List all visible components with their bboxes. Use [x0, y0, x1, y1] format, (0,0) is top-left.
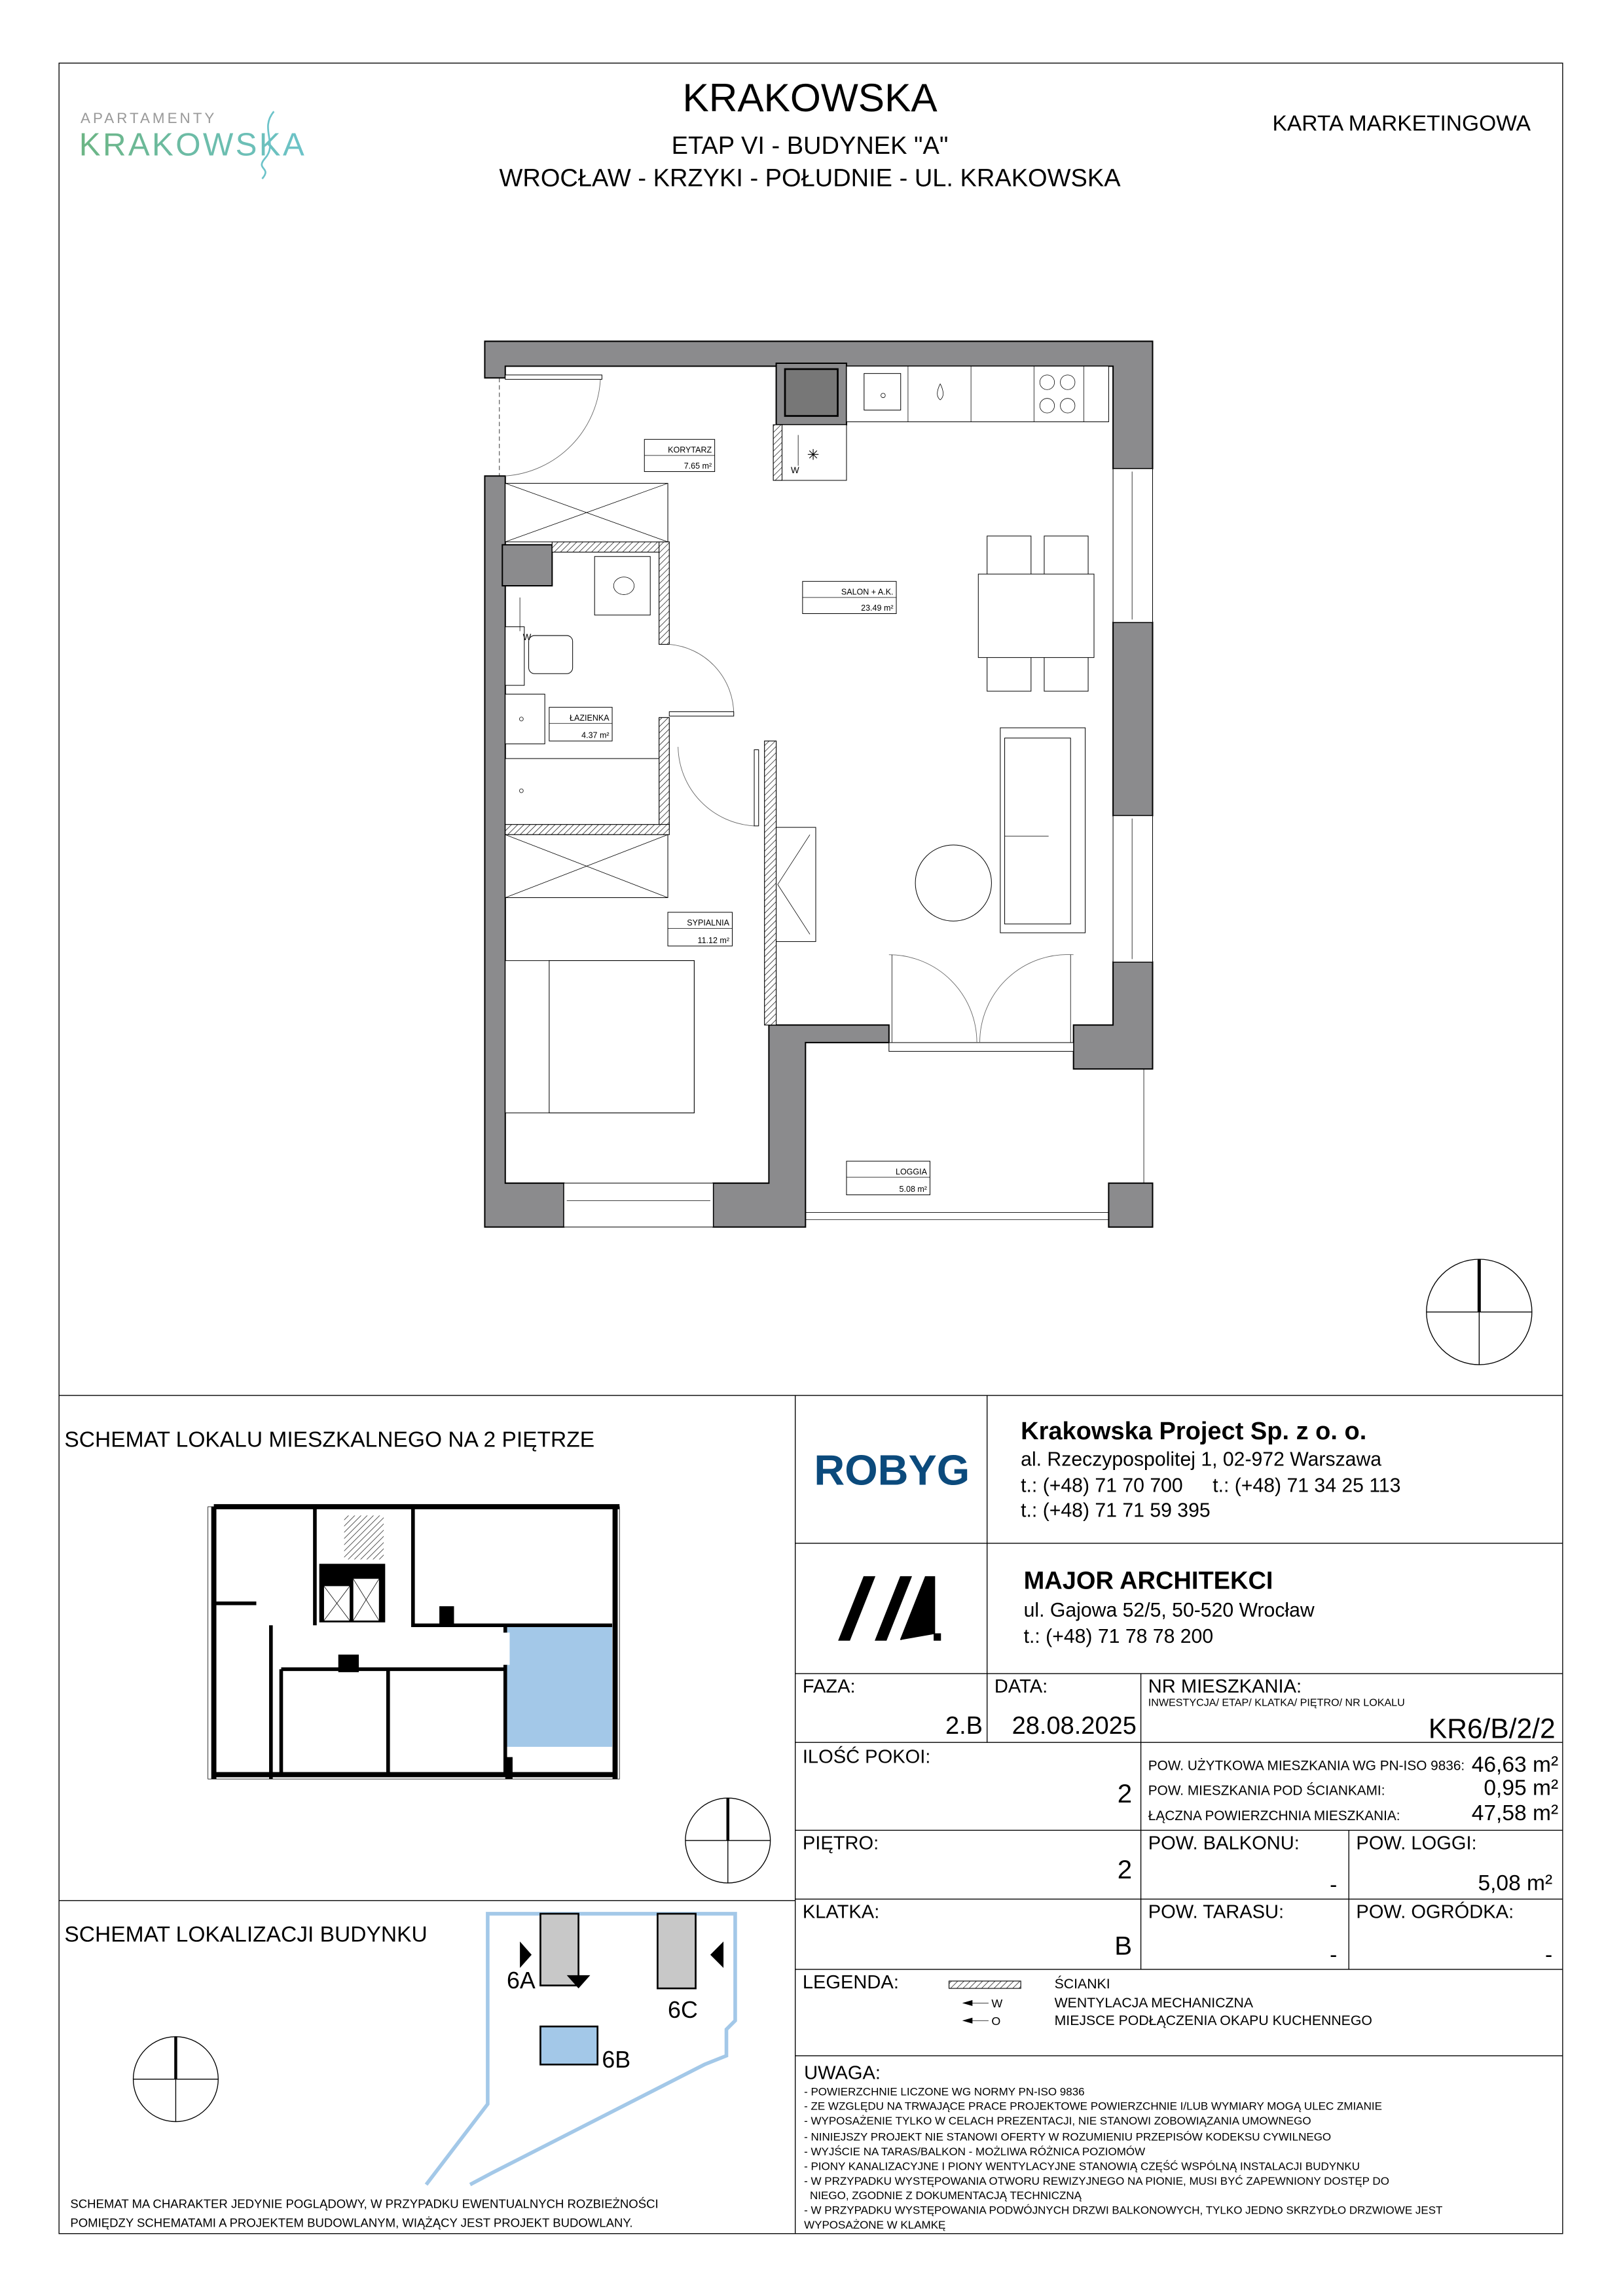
- address-line: WROCŁAW - KRZYKI - POŁUDNIE - UL. KRAKOWSKA: [499, 164, 1121, 192]
- svg-text:- PIONY KANALIZACYJNE I PIONY: - PIONY KANALIZACYJNE I PIONY WENTYLACYJNE STANOWIĄ CZĘŚĆ WSPÓLNĄ INSTALACJI BUDYNKU: [804, 2160, 1360, 2173]
- svg-text:MIEJSCE PODŁĄCZENIA OKAPU KUCH: MIEJSCE PODŁĄCZENIA OKAPU KUCHENNEGO: [1054, 2012, 1372, 2028]
- svg-text:6A: 6A: [506, 1967, 536, 1994]
- disclaimer: POMIĘDZY SCHEMATAMI A PROJEKTEM BUDOWLANYM, WIĄŻĄCY JEST PROJEKT BUDOWLANY.: [70, 2215, 633, 2230]
- developer-phone: t.: (+48) 71 34 25 113: [1213, 1475, 1401, 1497]
- architect-name: MAJOR ARCHITEKCI: [1023, 1567, 1273, 1595]
- svg-text:UWAGA:: UWAGA:: [804, 2062, 881, 2084]
- nr-label: NR MIESZKANIA:: [1148, 1676, 1302, 1698]
- room-label-sypialnia: [668, 912, 732, 946]
- developer-address: al. Rzeczypospolitej 1, 02-972 Warszawa: [1021, 1448, 1382, 1471]
- svg-text:6C: 6C: [668, 1996, 698, 2023]
- klatka-value: B: [1114, 1931, 1133, 1961]
- faza-label: FAZA:: [802, 1676, 856, 1698]
- page-title: KRAKOWSKA: [682, 75, 938, 120]
- developer-phone: t.: (+48) 71 71 59 395: [1021, 1499, 1211, 1522]
- svg-text:NIEGO, ZGODNIE Z DOKUMENTACJĄ: NIEGO, ZGODNIE Z DOKUMENTACJĄ TECHNICZNĄ: [810, 2189, 1082, 2202]
- notes: [804, 2063, 1442, 2231]
- area-usable-label: POW. UŻYTKOWA MIESZKANIA WG PN-ISO 9836:: [1148, 1758, 1465, 1774]
- svg-text:- WYJŚCIE NA TARAS/BALKON - MO: - WYJŚCIE NA TARAS/BALKON - MOŻLIWA RÓŻNICA POZIOMÓW: [804, 2145, 1146, 2159]
- svg-text:11.12 m²: 11.12 m²: [697, 935, 730, 945]
- subtitle: ETAP VI - BUDYNEK "A": [671, 132, 949, 160]
- location-scheme-title: SCHEMAT LOKALIZACJI BUDYNKU: [64, 1922, 428, 1947]
- area-walls-value: 0,95 m²: [1484, 1776, 1559, 1801]
- hood-arrow-icon: [962, 2015, 1001, 2028]
- major-architekci-logo: [839, 1577, 940, 1640]
- developer-phone: t.: (+48) 71 70 700: [1021, 1475, 1183, 1497]
- location-scheme: [426, 1914, 735, 2185]
- svg-text:KRAKOWSKA: KRAKOWSKA: [79, 126, 307, 163]
- svg-text:SALON + A.K.: SALON + A.K.: [841, 587, 894, 597]
- ogrodek-value: -: [1545, 1943, 1553, 1967]
- robyg-logo: ROBYG: [814, 1446, 970, 1494]
- architect-address: ul. Gajowa 52/5, 50-520 Wrocław: [1023, 1599, 1315, 1621]
- loggia-value: 5,08 m²: [1478, 1871, 1553, 1896]
- nr-sublabel: INWESTYCJA/ ETAP/ KLATKA/ PIĘTRO/ NR LOKALU: [1148, 1696, 1405, 1709]
- architect-phone: t.: (+48) 71 78 78 200: [1023, 1626, 1214, 1648]
- svg-text:LEGENDA:: LEGENDA:: [802, 1972, 899, 1994]
- room-label-loggia: [847, 1161, 930, 1194]
- pietro-value: 2: [1117, 1855, 1133, 1885]
- taras-label: POW. TARASU:: [1148, 1901, 1285, 1923]
- svg-text:23.49 m²: 23.49 m²: [861, 603, 894, 613]
- svg-text:KORYTARZ: KORYTARZ: [668, 445, 712, 455]
- svg-text:SYPIALNIA: SYPIALNIA: [687, 918, 730, 927]
- svg-text:APARTAMENTY: APARTAMENTY: [81, 110, 217, 127]
- area-usable-value: 46,63 m²: [1471, 1752, 1559, 1777]
- svg-text:W: W: [991, 1997, 1003, 2011]
- ogrodek-label: POW. OGRÓDKA:: [1356, 1901, 1514, 1923]
- north-arrow-icon: [685, 1798, 771, 1883]
- klatka-label: KLATKA:: [802, 1901, 880, 1923]
- svg-text:✳: ✳: [807, 446, 820, 463]
- wall-hatch-icon: [949, 1981, 1021, 1988]
- room-label-salon: [803, 581, 896, 613]
- svg-text:4.37 m²: 4.37 m²: [581, 730, 610, 740]
- balkon-label: POW. BALKONU:: [1148, 1833, 1300, 1854]
- svg-text:- POWIERZCHNIE LICZONE WG NORM: - POWIERZCHNIE LICZONE WG NORMY PN-ISO 9836: [804, 2085, 1085, 2098]
- svg-text:7.65 m²: 7.65 m²: [684, 461, 712, 471]
- svg-text:5.08 m²: 5.08 m²: [899, 1185, 927, 1194]
- floor-scheme-title: SCHEMAT LOKALU MIESZKALNEGO NA 2 PIĘTRZE: [64, 1427, 595, 1452]
- room-label-lazienka: [549, 708, 612, 741]
- area-total-label: ŁĄCZNA POWIERZCHNIA MIESZKANIA:: [1148, 1808, 1400, 1823]
- disclaimer: SCHEMAT MA CHARAKTER JEDYNIE POGLĄDOWY, W PRZYPADKU EWENTUALNYCH ROZBIEŻNOŚCI: [70, 2197, 659, 2211]
- floor-scheme: [208, 1507, 620, 1779]
- svg-text:ŁAZIENKA: ŁAZIENKA: [570, 713, 610, 723]
- svg-text:W: W: [522, 632, 532, 642]
- nr-value: KR6/B/2/2: [1428, 1713, 1556, 1745]
- svg-text:- WYPOSAŻENIE TYLKO W CELACH P: - WYPOSAŻENIE TYLKO W CELACH PREZENTACJI, NIE STANOWI ZOBOWIĄZANIA UMOWNEGO: [804, 2115, 1311, 2128]
- svg-text:LOGGIA: LOGGIA: [895, 1167, 927, 1177]
- svg-text:- NINIEJSZY PROJEKT NIE STANOW: - NINIEJSZY PROJEKT NIE STANOWI OFERTY W ROZUMIENIU PRZEPISÓW KODEKSU CYWILNEGO: [804, 2130, 1332, 2144]
- document-type: KARTA MARKETINGOWA: [1272, 111, 1531, 136]
- svg-text:O: O: [991, 2014, 1001, 2028]
- data-label: DATA:: [994, 1676, 1048, 1698]
- pietro-label: PIĘTRO:: [802, 1833, 879, 1854]
- developer-name: Krakowska Project Sp. z o. o.: [1021, 1418, 1367, 1446]
- pokoi-value: 2: [1117, 1778, 1133, 1808]
- balkon-value: -: [1330, 1873, 1338, 1897]
- floor-plan: [484, 341, 1152, 1227]
- north-arrow-icon: [1427, 1259, 1532, 1365]
- svg-text:ŚCIANKI: ŚCIANKI: [1054, 1976, 1110, 1992]
- north-arrow-icon: [134, 2037, 219, 2122]
- room-label-korytarz: [644, 439, 714, 471]
- area-total-value: 47,58 m²: [1471, 1801, 1559, 1825]
- ventilation-arrow-icon: [962, 1997, 1003, 2010]
- pokoi-label: ILOŚĆ POKOI:: [802, 1746, 931, 1768]
- svg-text:- W PRZYPADKU WYSTĘPOWANIA OTW: - W PRZYPADKU WYSTĘPOWANIA OTWORU REWIZYJNEGO NA PIONIE, MUSI BYĆ ZAPEWNIONY DOSTĘP DO: [804, 2174, 1389, 2187]
- svg-text:WENTYLACJA MECHANICZNA: WENTYLACJA MECHANICZNA: [1054, 1995, 1254, 2011]
- legend: [803, 1972, 1372, 2028]
- svg-text:WYPOSAŻONE W KLAMKĘ: WYPOSAŻONE W KLAMKĘ: [804, 2218, 946, 2231]
- data-value: 28.08.2025: [1012, 1712, 1137, 1740]
- svg-text:- ZE WZGLĘDU NA TRWAJĄCE PRACE: - ZE WZGLĘDU NA TRWAJĄCE PRACE PROJEKTOWE POWIERZCHNIE I/LUB WYMIARY MOGĄ ULEC ZMIANIE: [804, 2100, 1382, 2113]
- loggia-label: POW. LOGGI:: [1356, 1833, 1477, 1854]
- svg-text:W: W: [790, 465, 799, 475]
- area-walls-label: POW. MIESZKANIA POD ŚCIANKAMI:: [1148, 1783, 1385, 1799]
- logo-apartamenty-krakowska: [79, 110, 306, 179]
- taras-value: -: [1330, 1943, 1338, 1967]
- faza-value: 2.B: [945, 1712, 983, 1740]
- svg-text:6B: 6B: [602, 2046, 631, 2073]
- svg-text:- W PRZYPADKU WYSTĘPOWANIA POD: - W PRZYPADKU WYSTĘPOWANIA PODWÓJNYCH DRZWI BALKONOWYCH, TYLKO JEDNO SKRZYDŁO DRZWIOWE JEST: [804, 2204, 1443, 2217]
